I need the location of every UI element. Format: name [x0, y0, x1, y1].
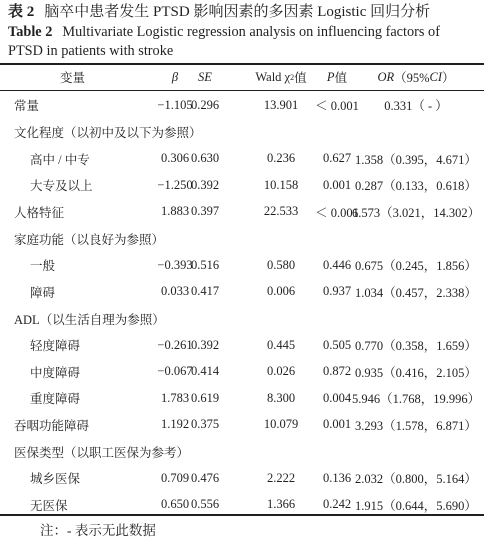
cell-wald: 0.026 — [266, 364, 296, 379]
header-variable: 变量 — [60, 71, 86, 85]
cell-beta: 1.883 — [160, 204, 190, 219]
cell-se: 0.392 — [190, 177, 220, 192]
cell-se: 0.476 — [190, 470, 220, 485]
table-row — [0, 146, 484, 173]
cell-or: 0.287（0.133，0.618） — [355, 179, 477, 194]
row-label: 障碍 — [30, 285, 56, 300]
cell-se: 0.414 — [190, 364, 220, 379]
cell-p: 0.001 — [322, 177, 352, 192]
cell-se: 0.397 — [190, 204, 220, 219]
table-row — [0, 279, 484, 306]
cell-or: 1.034（0.457，2.338） — [355, 285, 477, 300]
table-row — [0, 359, 484, 386]
table-row — [0, 252, 484, 279]
cell-wald: 8.300 — [266, 390, 296, 405]
table-header-row — [0, 64, 484, 90]
row-label: 一般 — [30, 259, 56, 274]
cell-or: 2.032（0.800，5.164） — [355, 472, 477, 487]
cell-p: ＜ 0.001 — [315, 99, 359, 114]
cell-beta: 0.033 — [160, 284, 190, 299]
table-row — [0, 92, 484, 119]
table-section-row — [0, 225, 484, 252]
cell-p: 0.872 — [322, 364, 352, 379]
table-caption-cn — [8, 2, 430, 22]
cell-se: 0.375 — [190, 417, 220, 432]
table-row — [0, 199, 484, 226]
header-p: P 值 — [326, 69, 348, 85]
cell-beta: −1.105 — [157, 97, 193, 112]
cell-wald: 0.445 — [266, 337, 296, 352]
cell-wald: 0.580 — [266, 257, 296, 272]
cell-or: 1.358（0.395，4.671） — [355, 152, 477, 167]
cell-beta: −0.067 — [157, 364, 193, 379]
cell-or: 0.935（0.416，2.105） — [355, 365, 477, 380]
header-wald: Wald χ 2 值 — [255, 69, 307, 85]
cell-p: 0.505 — [322, 337, 352, 352]
cell-or: 1.915（0.644，5.690） — [355, 498, 477, 513]
header-or: OR （95% CI ） — [377, 69, 455, 85]
cell-se: 0.516 — [190, 257, 220, 272]
cell-or: 3.293（1.578，6.871） — [355, 418, 477, 433]
row-label: 轻度障碍 — [30, 339, 81, 354]
cell-se: 0.556 — [190, 497, 220, 512]
cell-p: 0.136 — [322, 470, 352, 485]
table-body — [0, 92, 484, 518]
cell-beta: 0.709 — [160, 470, 190, 485]
cell-beta: 1.783 — [160, 390, 190, 405]
section-label: 医保类型（以职工医保为参考） — [14, 445, 190, 460]
cell-p: 0.627 — [322, 151, 352, 166]
cell-wald: 1.366 — [266, 497, 296, 512]
cell-or: 0.675（0.245，1.856） — [355, 259, 477, 274]
cell-beta: −1.250 — [157, 177, 193, 192]
cell-beta: −0.393 — [157, 257, 193, 272]
table-header-rule — [0, 90, 484, 91]
cell-wald: 22.533 — [263, 204, 299, 219]
cell-p: 0.446 — [322, 257, 352, 272]
table-number-en: Table 2 — [8, 24, 53, 40]
cell-p: ＜ 0.001 — [315, 205, 359, 220]
row-label: 无医保 — [30, 498, 68, 513]
header-se: SE — [198, 69, 212, 84]
section-label: ADL（以生活自理为参照） — [14, 312, 165, 327]
table-row — [0, 332, 484, 359]
cell-se: 0.417 — [190, 284, 220, 299]
cell-p: 0.004 — [322, 390, 352, 405]
cell-beta: −0.261 — [157, 337, 193, 352]
cell-p: 0.937 — [322, 284, 352, 299]
table-section-row — [0, 305, 484, 332]
table-title-en: Multivariate Logistic regression analysis on influencing factors of PTSD in patients with stroke — [8, 24, 440, 59]
row-label: 常量 — [14, 99, 40, 114]
cell-se: 0.619 — [190, 390, 220, 405]
section-label: 家庭功能（以良好为参照） — [14, 232, 165, 247]
table-row — [0, 412, 484, 439]
cell-or: 5.946（1.768，19.996） — [351, 392, 481, 407]
table-number-cn: 表 2 — [8, 4, 35, 20]
header-beta: β — [171, 69, 179, 84]
row-label: 人格特征 — [14, 205, 65, 220]
cell-or: 6.573（3.021，14.302） — [351, 205, 481, 220]
cell-p: 0.242 — [322, 497, 352, 512]
cell-se: 0.296 — [190, 97, 220, 112]
table-caption-en — [8, 23, 478, 61]
cell-beta: 1.192 — [160, 417, 190, 432]
table-section-row — [0, 438, 484, 465]
row-label: 大专及以上 — [30, 179, 93, 194]
cell-se: 0.630 — [190, 151, 220, 166]
table-row — [0, 465, 484, 492]
cell-beta: 0.306 — [160, 151, 190, 166]
row-label: 城乡医保 — [30, 472, 81, 487]
cell-se: 0.392 — [190, 337, 220, 352]
row-label: 高中 / 中专 — [30, 152, 90, 167]
row-label: 吞咽功能障碍 — [14, 418, 90, 433]
cell-wald: 2.222 — [266, 470, 296, 485]
cell-wald: 13.901 — [263, 97, 299, 112]
cell-wald: 0.236 — [266, 151, 296, 166]
cell-wald: 10.079 — [263, 417, 299, 432]
cell-wald: 10.158 — [263, 177, 299, 192]
cell-or: 0.770（0.358，1.659） — [355, 339, 477, 354]
table-bottom-rule — [0, 514, 484, 516]
table-row — [0, 172, 484, 199]
table-title-cn: 脑卒中患者发生 PTSD 影响因素的多因素 Logistic 回归分析 — [44, 4, 431, 20]
table-section-row — [0, 119, 484, 146]
row-label: 重度障碍 — [30, 392, 81, 407]
table-row — [0, 385, 484, 412]
cell-p: 0.001 — [322, 417, 352, 432]
cell-wald: 0.006 — [266, 284, 296, 299]
cell-beta: 0.650 — [160, 497, 190, 512]
section-label: 文化程度（以初中及以下为参照） — [14, 126, 202, 140]
cell-or: 0.331（ - ） — [384, 99, 448, 114]
table-footnote: 注：- 表示无此数据 — [40, 523, 156, 538]
row-label: 中度障碍 — [30, 365, 81, 380]
